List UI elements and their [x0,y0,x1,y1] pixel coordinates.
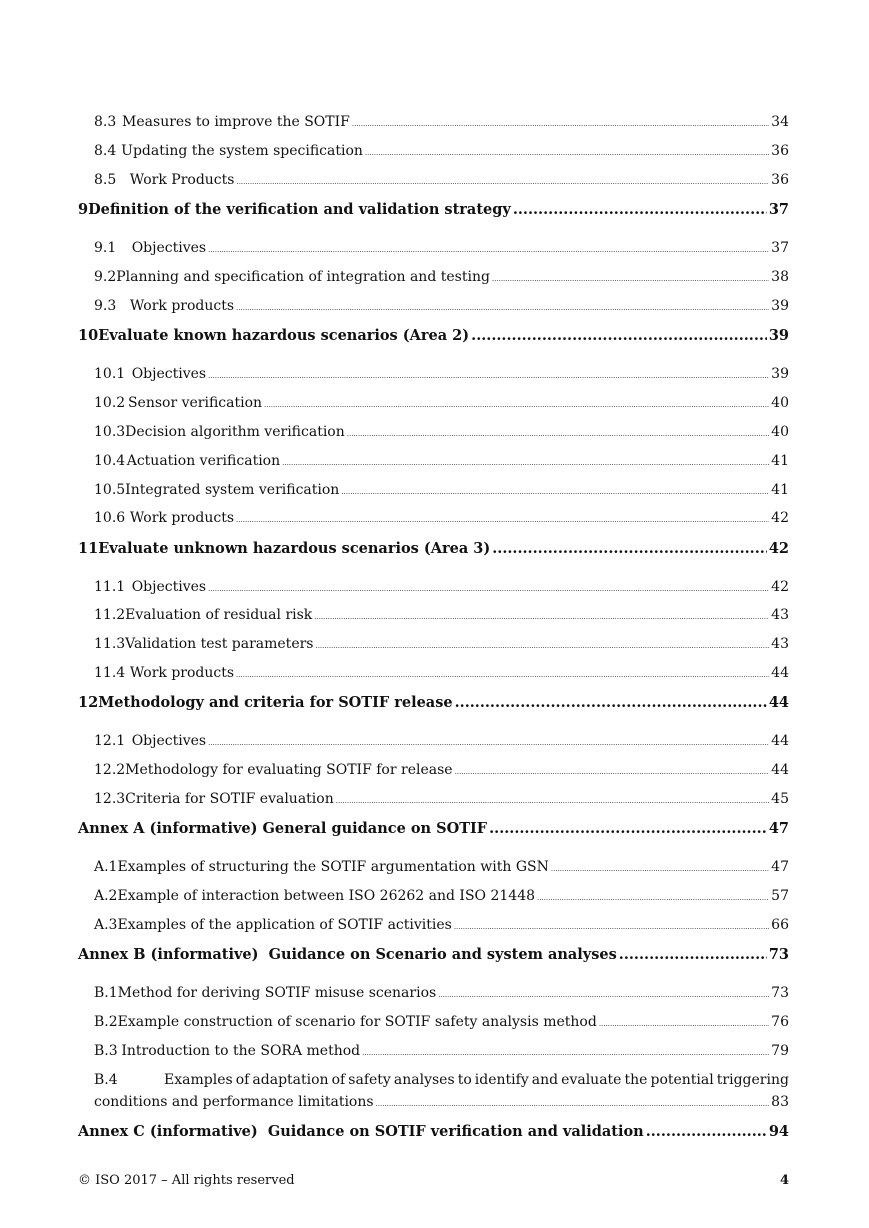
toc-page: 34 [771,114,789,130]
toc-entry-b-4[interactable] [94,1072,789,1110]
toc-entry-9-3[interactable] [94,298,789,314]
toc-entry-11-4[interactable] [94,665,789,681]
dot-leader [314,607,769,623]
toc-page: 66 [771,917,789,933]
toc-number: B.3 [94,1043,118,1059]
toc-page: 94 [768,1123,789,1140]
toc-entry-10-6[interactable] [94,510,789,526]
dot-leader [236,510,769,526]
toc-page: 44 [771,733,789,749]
dot-leader [438,985,769,1001]
dot-leader [347,424,769,440]
toc-title: Measures to improve the SOTIF [122,114,350,130]
toc-title: Work products [129,298,235,314]
toc-title: Planning and specification of integration and testing [116,269,490,285]
toc-number: 12 [78,694,99,711]
toc-word: Examples [164,1072,233,1088]
toc-title: Annex C (informative) Guidance on SOTIF verification and validation [78,1123,644,1140]
toc-number: 10.1 [94,366,126,382]
toc-title: Criteria for SOTIF evaluation [125,791,334,807]
dot-leader [341,482,769,498]
toc-word: of [331,1072,346,1088]
toc-entry-11-3[interactable] [94,636,789,652]
toc-title: Example of interaction between ISO 26262 and ISO 21448 [117,888,536,904]
toc-title: Annex A (informative) General guidance on SOTIF [78,820,488,837]
toc-number: 12.3 [94,791,126,807]
toc-word: analyses [393,1072,455,1088]
toc-page: 43 [771,636,789,652]
toc-title: Example construction of scenario for SOTIF safety analysis method [117,1014,597,1030]
toc-title: Updating the system specification [121,143,363,159]
toc-page: 45 [771,791,789,807]
toc-title: Annex B (informative) Guidance on Scenario and system analyses [78,946,617,963]
toc-entry-a-1[interactable] [94,859,789,875]
toc-title-line-1 [94,1072,789,1088]
toc-number: 12.1 [94,733,126,749]
toc-title: Integrated system verification [125,482,340,498]
toc-entry-11[interactable] [78,540,789,557]
toc-title: Method for deriving SOTIF misuse scenarios [117,985,437,1001]
toc-title: Evaluation of residual risk [125,607,313,623]
toc-entry-8-4[interactable] [94,143,789,159]
dot-leader [208,240,769,256]
dot-leader [365,143,769,159]
toc-entry-12-3[interactable] [94,791,789,807]
toc-page: 42 [768,540,789,557]
dot-leader [471,327,767,344]
toc-title: Definition of the verification and validation strategy [88,201,511,218]
toc-entry-9[interactable] [78,201,789,218]
toc-title: Objectives [131,733,207,749]
toc-number: 10.4 [94,453,126,469]
dot-leader [492,269,769,285]
toc-page: 36 [771,172,789,188]
toc-number: 9 [78,201,89,218]
toc-page: 44 [771,665,789,681]
toc-title: Examples of structuring the SOTIF argumentation with GSN [117,859,549,875]
toc-number: 9.2 [94,269,117,285]
toc-page: 36 [771,143,789,159]
toc-entry-11-1[interactable] [94,579,789,595]
toc-title: Methodology and criteria for SOTIF release [98,694,453,711]
toc-entry-annex-a[interactable] [78,820,789,837]
toc-page: 39 [768,327,789,344]
dot-leader [646,1123,767,1140]
toc-entry-b-1[interactable] [94,985,789,1001]
toc-number: 10.6 [94,510,126,526]
toc-word: of [235,1072,250,1088]
toc-entry-a-3[interactable] [94,917,789,933]
toc-word: and [531,1072,559,1088]
dot-leader [619,946,767,963]
toc-title: Work products [129,510,235,526]
toc-number: A.1 [94,859,118,875]
dot-leader [315,636,769,652]
toc-title: Evaluate known hazardous scenarios (Area 2) [98,327,470,344]
toc-number: 10.5 [94,482,126,498]
toc-entry-b-3[interactable] [94,1043,789,1059]
toc-number: 8.4 [94,143,117,159]
toc-page: 42 [771,510,789,526]
toc-word: identify [474,1072,529,1088]
page-number: 4 [779,1173,789,1188]
toc-page: 38 [771,269,789,285]
toc-number: B.4 [94,1072,118,1088]
dot-leader [599,1014,769,1030]
dot-leader [454,917,769,933]
dot-leader [236,172,769,188]
dot-leader [236,298,769,314]
dot-leader [551,859,769,875]
toc-number: 12.2 [94,762,126,778]
toc-page: 39 [771,298,789,314]
dot-leader [236,665,769,681]
toc-entry-10-4[interactable] [94,453,789,469]
toc-number: B.1 [94,985,118,1001]
toc-page: 44 [768,694,789,711]
dot-leader [376,1094,770,1110]
toc-number: 11.2 [94,607,126,623]
toc-entry-annex-c[interactable] [78,1123,789,1140]
dot-leader [208,579,769,595]
toc-title: Sensor verification [127,395,263,411]
toc-word: evaluate [561,1072,622,1088]
toc-number: 11 [78,540,99,557]
toc-entry-12-1[interactable] [94,733,789,749]
toc-title: Evaluate unknown hazardous scenarios (Area 3) [98,540,491,557]
dot-leader [336,791,769,807]
toc-title: Introduction to the SORA method [121,1043,361,1059]
copyright-notice: © ISO 2017 – All rights reserved [78,1173,295,1188]
toc-word: to [457,1072,472,1088]
toc-page: 41 [771,482,789,498]
toc-page: 76 [771,1014,789,1030]
toc-entry-annex-b[interactable] [78,946,789,963]
dot-leader [282,453,769,469]
toc-entry-10-2[interactable] [94,395,789,411]
toc-word: safety [348,1072,391,1088]
toc-word: adaptation [252,1072,329,1088]
toc-page: 37 [771,240,789,256]
toc-entry-a-2[interactable] [94,888,789,904]
toc-entry-b-2[interactable] [94,1014,789,1030]
dot-leader [362,1043,769,1059]
dot-leader [264,395,769,411]
toc-entry-12-2[interactable] [94,762,789,778]
toc-page: 40 [771,395,789,411]
toc-number: 8.5 [94,172,117,188]
toc-entry-9-1[interactable] [94,240,789,256]
toc-number: 10.3 [94,424,126,440]
toc-entry-10-1[interactable] [94,366,789,382]
dot-leader [208,733,769,749]
dot-leader [489,820,767,837]
toc-number: 11.4 [94,665,126,681]
toc-number: 9.3 [94,298,117,314]
toc-number: 9.1 [94,240,117,256]
toc-number: A.2 [94,888,118,904]
toc-page: 44 [771,762,789,778]
toc-title: conditions and performance limitations [94,1094,374,1110]
toc-word: the [624,1072,648,1088]
toc-title: Objectives [131,240,207,256]
toc-page: 83 [771,1094,789,1110]
toc-title: Objectives [131,579,207,595]
toc-title: Methodology for evaluating SOTIF for release [125,762,453,778]
toc-number: B.2 [94,1014,118,1030]
toc-number: 10 [78,327,99,344]
toc-number: 11.3 [94,636,126,652]
toc-title: Validation test parameters [125,636,314,652]
toc-title: Work Products [129,172,235,188]
dot-leader [208,366,769,382]
toc-number: 10.2 [94,395,126,411]
toc-entry-10[interactable] [78,327,789,344]
dot-leader [455,762,770,778]
toc-page: 47 [771,859,789,875]
dot-leader [455,694,767,711]
dot-leader [492,540,767,557]
toc-page: 73 [768,946,789,963]
toc-number: A.3 [94,917,118,933]
toc-page: 42 [771,579,789,595]
toc-word: triggering [716,1072,789,1088]
toc-page: 47 [768,820,789,837]
toc-entry-8-3[interactable] [94,114,789,130]
toc-title: Objectives [131,366,207,382]
toc-title: Decision algorithm verification [125,424,345,440]
toc-page: 40 [771,424,789,440]
toc-number: 11.1 [94,579,126,595]
toc-title: Actuation verification [126,453,281,469]
toc-page: 37 [768,201,789,218]
dot-leader [513,201,767,218]
toc-entry-11-2[interactable] [94,607,789,623]
dot-leader [352,114,769,130]
toc-entry-12[interactable] [78,694,789,711]
toc-entry-8-5[interactable] [94,172,789,188]
toc-word: potential [650,1072,714,1088]
toc-page: 57 [771,888,789,904]
toc-title-line-2 [94,1094,789,1110]
toc-number: 8.3 [94,114,117,130]
toc-entry-10-3[interactable] [94,424,789,440]
dot-leader [537,888,769,904]
toc-page: 41 [771,453,789,469]
toc-entry-9-2[interactable] [94,269,789,285]
toc-title: Examples of the application of SOTIF activities [117,917,452,933]
toc-page: 73 [771,985,789,1001]
toc-page: 79 [771,1043,789,1059]
toc-entry-10-5[interactable] [94,482,789,498]
toc-page: 43 [771,607,789,623]
toc-page: 39 [771,366,789,382]
toc-title: Work products [129,665,235,681]
